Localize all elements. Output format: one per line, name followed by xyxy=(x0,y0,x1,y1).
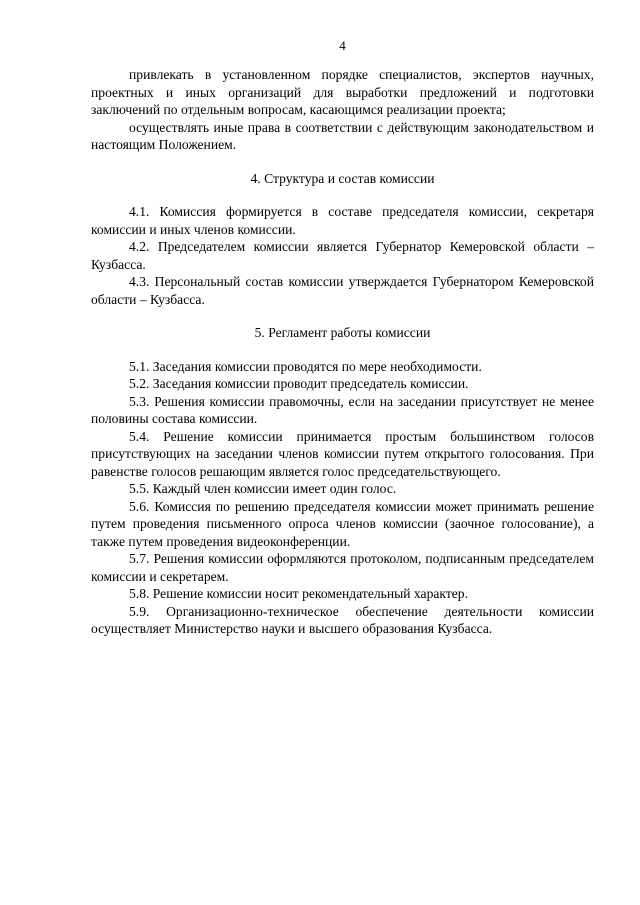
section-4-item-3: 4.3. Персональный состав комиссии утверждается Губернатором Кемеровской области – Кузбасса. xyxy=(91,274,594,307)
section-5-item-3: 5.3. Решения комиссии правомочны, если на заседании присутствует не менее половины состава комиссии. xyxy=(91,393,594,426)
section-4-title: 4. Структура и состав комиссии xyxy=(250,170,435,186)
section-5-item-7: 5.7. Решения комиссии оформляются протоколом, подписанным председателем комиссии и секретарем. xyxy=(91,551,594,584)
section-5-item-8: 5.8. Решение комиссии носит рекомендательный характер. xyxy=(129,586,468,601)
intro-paragraph-2: осуществлять иные права в соответствии с действующим законодательством и настоящим Положением. xyxy=(91,119,594,152)
section-4-item-1: 4.1. Комиссия формируется в составе председателя комиссии, секретаря комиссии и иных членов комиссии. xyxy=(91,204,594,237)
section-5-title: 5. Регламент работы комиссии xyxy=(254,325,431,340)
section-5-item-6: 5.6. Комиссия по решению председателя комиссии может принимать решение путем проведения письменного опроса членов комиссии (заочное голосование), а также путем проведения видеоконференции. xyxy=(91,498,594,549)
section-5-item-9: 5.9. Организационно-техническое обеспечение деятельности комиссии осуществляет Министерство науки и высшего образования Кузбасса. xyxy=(91,603,594,636)
section-5-item-2: 5.2. Заседания комиссии проводит председатель комиссии. xyxy=(129,376,469,391)
intro-paragraph-1: привлекать в установленном порядке специалистов, экспертов научных, проектных и иных организаций для выработки предложений и подготовки заключений по отдельным вопросам, касающимся реализации проекта; xyxy=(91,67,594,117)
section-4-item-2: 4.2. Председателем комиссии является Губернатор Кемеровской области – Кузбасса. xyxy=(91,239,594,272)
section-5-item-5: 5.5. Каждый член комиссии имеет один голос. xyxy=(129,481,397,496)
section-5-item-4: 5.4. Решение комиссии принимается простым большинством голосов присутствующих на заседании членов комиссии путем открытого голосования. При равенстве голосов решающим является голос председательствующего. xyxy=(91,428,594,479)
section-5-item-1: 5.1. Заседания комиссии проводятся по мере необходимости. xyxy=(129,358,482,374)
page-number: 4 xyxy=(339,38,346,53)
